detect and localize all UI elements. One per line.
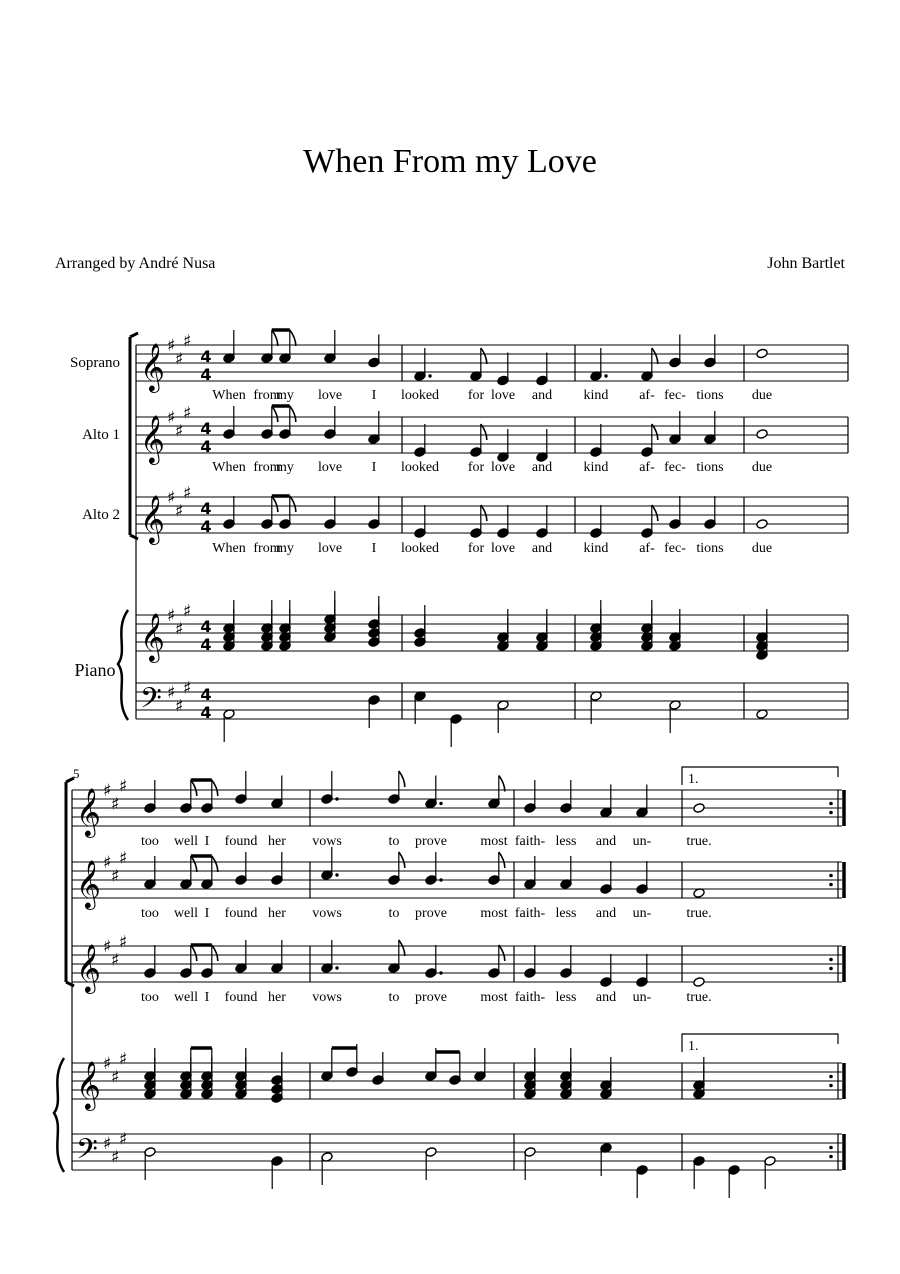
repeat-dot xyxy=(829,1146,833,1150)
bass-clef-icon: 𝄢 xyxy=(76,1133,98,1173)
lyric-syllable: my xyxy=(276,388,294,403)
note-dot xyxy=(439,971,442,974)
eighth-flag xyxy=(191,780,197,796)
lyric-syllable: faith- xyxy=(514,990,546,1005)
time-signature-bottom: 4 xyxy=(200,703,212,722)
lyric-syllable: found xyxy=(224,990,258,1005)
lyric-syllable: true. xyxy=(686,990,712,1005)
key-signature-sharp: ♯ xyxy=(183,601,192,622)
lyric-syllable: tions xyxy=(696,541,724,556)
lyric-syllable: faith- xyxy=(514,834,546,849)
volta-label: 1. xyxy=(688,1039,699,1054)
lyric-syllable: to xyxy=(388,990,400,1005)
lyric-syllable: love xyxy=(317,388,343,403)
key-signature-sharp: ♯ xyxy=(111,950,120,971)
time-signature-bottom: 4 xyxy=(200,517,212,536)
lyric-syllable: and xyxy=(595,990,617,1005)
lyric-syllable: looked xyxy=(400,460,440,475)
key-signature-sharp: ♯ xyxy=(119,1129,128,1150)
lyric-syllable: most xyxy=(480,834,508,849)
lyric-syllable: I xyxy=(204,990,210,1005)
staff-label-alto2: Alto 2 xyxy=(82,507,120,523)
repeat-dot xyxy=(829,874,833,878)
lyric-syllable: my xyxy=(276,460,294,475)
lyric-syllable: I xyxy=(371,460,377,475)
key-signature-sharp: ♯ xyxy=(111,1067,120,1088)
lyric-syllable: well xyxy=(173,990,199,1005)
lyric-syllable: tions xyxy=(696,388,724,403)
lyric-syllable: I xyxy=(204,906,210,921)
key-signature-sharp: ♯ xyxy=(103,1054,112,1074)
lyric-syllable: from xyxy=(253,388,281,403)
eighth-flag xyxy=(290,330,296,346)
eighth-flag xyxy=(272,496,278,512)
lyric-syllable: vows xyxy=(312,990,342,1005)
key-signature-sharp: ♯ xyxy=(183,483,192,504)
lyric-syllable: fec- xyxy=(664,460,686,475)
eighth-flag xyxy=(399,852,405,868)
repeat-dot xyxy=(829,967,833,971)
lyric-syllable: and xyxy=(531,541,553,556)
eighth-flag xyxy=(652,505,658,521)
lyric-syllable: her xyxy=(268,834,286,849)
note-dot xyxy=(335,797,338,800)
key-signature-sharp: ♯ xyxy=(183,331,192,352)
eighth-flag xyxy=(191,856,197,872)
key-signature-sharp: ♯ xyxy=(111,1147,120,1168)
key-signature-sharp: ♯ xyxy=(167,683,176,703)
lyric-syllable: due xyxy=(751,541,773,556)
key-signature-sharp: ♯ xyxy=(175,619,184,640)
choir-bracket xyxy=(130,333,138,539)
lyric-syllable: I xyxy=(204,834,210,849)
eighth-flag xyxy=(272,330,278,346)
lyric-syllable: I xyxy=(371,541,377,556)
arranger-credit: Arranged by André Nusa xyxy=(55,255,216,272)
piano-brace xyxy=(54,1058,64,1172)
piano-brace xyxy=(118,610,128,720)
lyric-syllable: tions xyxy=(696,460,724,475)
staff-label-piano: Piano xyxy=(74,660,116,680)
repeat-dot xyxy=(829,883,833,887)
lyric-syllable: fec- xyxy=(664,388,686,403)
bass-clef-icon: 𝄢 xyxy=(140,682,162,722)
lyric-syllable: prove xyxy=(415,906,447,921)
eighth-flag xyxy=(191,945,197,961)
time-signature-top: 4 xyxy=(200,617,212,636)
eighth-flag xyxy=(212,856,218,872)
note-dot xyxy=(335,966,338,969)
lyric-syllable: looked xyxy=(400,541,440,556)
eighth-flag xyxy=(212,780,218,796)
treble-clef-icon: 𝄞 xyxy=(140,342,165,391)
lyric-syllable: well xyxy=(173,906,199,921)
lyric-syllable: prove xyxy=(415,834,447,849)
treble-clef-icon: 𝄞 xyxy=(76,859,101,908)
lyric-syllable: love xyxy=(490,388,516,403)
note-dot xyxy=(604,374,607,377)
time-signature-top: 4 xyxy=(200,685,212,704)
eighth-flag xyxy=(499,852,505,868)
lyric-syllable: for xyxy=(467,541,485,556)
lyric-syllable: When xyxy=(212,541,246,556)
key-signature-sharp: ♯ xyxy=(167,488,176,508)
lyric-syllable: due xyxy=(751,388,773,403)
lyric-syllable: I xyxy=(371,388,377,403)
lyric-syllable: kind xyxy=(583,541,609,556)
eighth-flag xyxy=(652,348,658,364)
lyric-syllable: love xyxy=(317,541,343,556)
lyric-syllable: for xyxy=(467,388,485,403)
lyric-syllable: for xyxy=(467,460,485,475)
time-signature-bottom: 4 xyxy=(200,635,212,654)
key-signature-sharp: ♯ xyxy=(183,678,192,699)
lyric-syllable: vows xyxy=(312,834,342,849)
eighth-flag xyxy=(290,406,296,422)
lyric-syllable: and xyxy=(531,460,553,475)
key-signature-sharp: ♯ xyxy=(111,866,120,887)
key-signature-sharp: ♯ xyxy=(183,403,192,424)
treble-clef-icon: 𝄞 xyxy=(76,943,101,992)
eighth-flag xyxy=(399,940,405,956)
repeat-dot xyxy=(829,802,833,806)
eighth-flag xyxy=(499,945,505,961)
repeat-dot xyxy=(829,811,833,815)
key-signature-sharp: ♯ xyxy=(175,696,184,717)
key-signature-sharp: ♯ xyxy=(119,1049,128,1070)
lyric-syllable: found xyxy=(224,834,258,849)
note-dot xyxy=(439,878,442,881)
lyric-syllable: fec- xyxy=(664,541,686,556)
lyric-syllable: un- xyxy=(632,834,652,849)
repeat-dot xyxy=(829,1075,833,1079)
lyric-syllable: faith- xyxy=(514,906,546,921)
lyric-syllable: true. xyxy=(686,906,712,921)
lyric-syllable: from xyxy=(253,460,281,475)
treble-clef-icon: 𝄞 xyxy=(140,612,165,661)
lyric-syllable: vows xyxy=(312,906,342,921)
score-title: When From my Love xyxy=(303,143,597,180)
key-signature-sharp: ♯ xyxy=(103,937,112,957)
lyric-syllable: found xyxy=(224,906,258,921)
lyric-syllable: too xyxy=(141,990,159,1005)
note-head xyxy=(693,803,705,814)
eighth-flag xyxy=(481,505,487,521)
lyric-syllable: from xyxy=(253,541,281,556)
lyric-syllable: to xyxy=(388,834,400,849)
repeat-dot xyxy=(829,958,833,962)
lyric-syllable: most xyxy=(480,906,508,921)
key-signature-sharp: ♯ xyxy=(103,853,112,873)
lyric-syllable: kind xyxy=(583,460,609,475)
note-head xyxy=(693,977,705,988)
lyric-syllable: too xyxy=(141,834,159,849)
key-signature-sharp: ♯ xyxy=(111,794,120,815)
lyric-syllable: looked xyxy=(400,388,440,403)
lyric-syllable: af- xyxy=(639,460,655,475)
staff-label-soprano: Soprano xyxy=(70,355,120,371)
lyric-syllable: most xyxy=(480,990,508,1005)
staff-label-alto1: Alto 1 xyxy=(82,427,120,443)
eighth-flag xyxy=(481,348,487,364)
lyric-syllable: un- xyxy=(632,906,652,921)
key-signature-sharp: ♯ xyxy=(167,336,176,356)
lyric-syllable: well xyxy=(173,834,199,849)
treble-clef-icon: 𝄞 xyxy=(76,787,101,836)
lyric-syllable: true. xyxy=(686,834,712,849)
treble-clef-icon: 𝄞 xyxy=(140,414,165,463)
note-head xyxy=(756,429,768,440)
measure-number: 5 xyxy=(73,766,80,781)
volta-bracket xyxy=(682,1034,838,1052)
lyric-syllable: kind xyxy=(583,388,609,403)
note-head xyxy=(756,519,768,530)
volta-bracket xyxy=(682,767,838,785)
key-signature-sharp: ♯ xyxy=(167,408,176,428)
eighth-flag xyxy=(212,945,218,961)
repeat-dot xyxy=(829,1084,833,1088)
lyric-syllable: love xyxy=(490,460,516,475)
note-dot xyxy=(428,374,431,377)
lyric-syllable: my xyxy=(276,541,294,556)
lyric-syllable: her xyxy=(268,906,286,921)
lyric-syllable: less xyxy=(555,906,577,921)
lyric-syllable: prove xyxy=(415,990,447,1005)
time-signature-bottom: 4 xyxy=(200,437,212,456)
treble-clef-icon: 𝄞 xyxy=(140,494,165,543)
lyric-syllable: love xyxy=(317,460,343,475)
key-signature-sharp: ♯ xyxy=(167,606,176,626)
lyric-syllable: af- xyxy=(639,388,655,403)
key-signature-sharp: ♯ xyxy=(175,349,184,370)
lyric-syllable: and xyxy=(595,906,617,921)
composer-credit: John Bartlet xyxy=(767,255,845,272)
time-signature-top: 4 xyxy=(200,419,212,438)
lyric-syllable: and xyxy=(595,834,617,849)
lyric-syllable: When xyxy=(212,460,246,475)
lyric-syllable: and xyxy=(531,388,553,403)
repeat-dot xyxy=(829,1155,833,1159)
key-signature-sharp: ♯ xyxy=(119,848,128,869)
key-signature-sharp: ♯ xyxy=(103,781,112,801)
lyric-syllable: due xyxy=(751,460,773,475)
lyric-syllable: When xyxy=(212,388,246,403)
time-signature-bottom: 4 xyxy=(200,365,212,384)
key-signature-sharp: ♯ xyxy=(103,1134,112,1154)
lyric-syllable: af- xyxy=(639,541,655,556)
lyric-syllable: to xyxy=(388,906,400,921)
key-signature-sharp: ♯ xyxy=(119,932,128,953)
lyric-syllable: too xyxy=(141,906,159,921)
eighth-flag xyxy=(399,771,405,787)
key-signature-sharp: ♯ xyxy=(175,421,184,442)
lyric-syllable: her xyxy=(268,990,286,1005)
lyric-syllable: un- xyxy=(632,990,652,1005)
note-head xyxy=(756,348,768,359)
volta-label: 1. xyxy=(688,772,699,787)
lyric-syllable: less xyxy=(555,834,577,849)
key-signature-sharp: ♯ xyxy=(119,776,128,797)
time-signature-top: 4 xyxy=(200,347,212,366)
eighth-flag xyxy=(499,776,505,792)
lyric-syllable: less xyxy=(555,990,577,1005)
note-dot xyxy=(335,873,338,876)
lyric-syllable: love xyxy=(490,541,516,556)
eighth-flag xyxy=(272,406,278,422)
key-signature-sharp: ♯ xyxy=(175,501,184,522)
eighth-flag xyxy=(290,496,296,512)
treble-clef-icon: 𝄞 xyxy=(76,1060,101,1109)
time-signature-top: 4 xyxy=(200,499,212,518)
note-dot xyxy=(439,802,442,805)
